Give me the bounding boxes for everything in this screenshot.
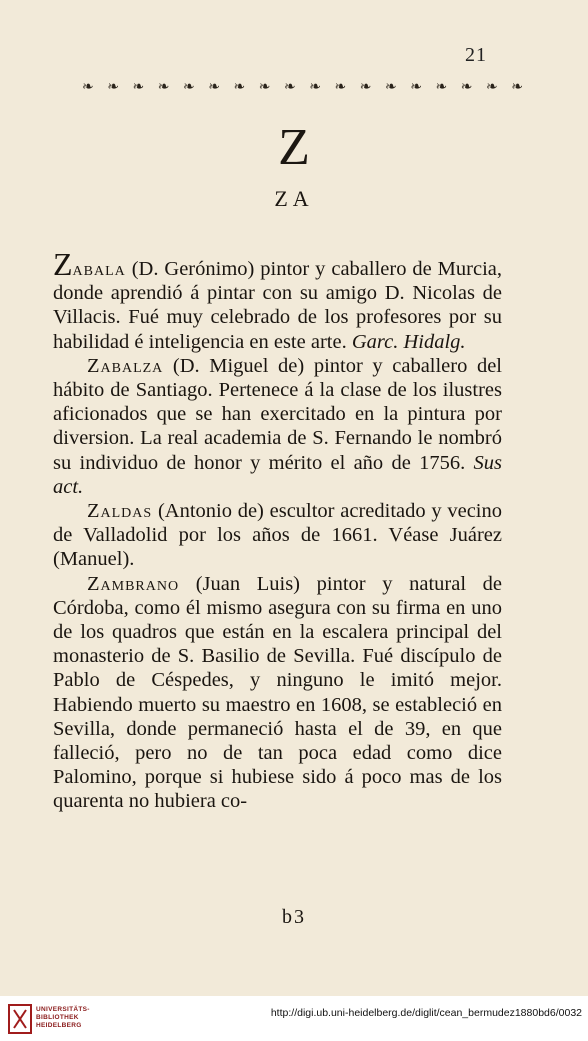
entry-name: Zabalza xyxy=(87,354,164,377)
ornamental-rule xyxy=(82,77,522,97)
entry-reference: Garc. Hidalg. xyxy=(351,330,466,353)
ornament-glyph: ❧ xyxy=(183,79,194,95)
ornament-glyph: ❧ xyxy=(208,79,219,95)
entry-body: (Juan Luis) pintor y natural de Córdoba, como él mismo asegura con su firma en uno de los quadros que están en la escalera principal del monasterio de S. Basilio de Sevilla. Fué discípulo de Pablo de Céspedes, y ninguno le imitó mejor. Habiendo muerto su maestro en 1608, se estableció en Sevilla, donde permaneció hasta el de 39, en que falleció, pero no de tan poca edad como dice Palomino, porque si hubiese sido á poco mas de los quarenta no hubiera co- xyxy=(53,572,502,813)
ornament-glyph: ❧ xyxy=(460,79,472,95)
library-logo-icon xyxy=(8,1004,32,1034)
ornament-glyph: ❧ xyxy=(511,79,522,95)
entry-body: (Antonio de) escultor acreditado y vecino de Valladolid por los años de 1661. Véase Juárez (Manuel). xyxy=(53,500,502,571)
institution-name xyxy=(36,1006,90,1030)
ornament-glyph: ❧ xyxy=(284,79,295,95)
entry-zabalza xyxy=(53,354,502,499)
entry-name: Zambrano xyxy=(87,572,180,595)
body-text xyxy=(53,246,502,814)
entry-body: (D. Gerónimo) pintor y caballero de Murcia, donde aprendió á pintar con su amigo D. Nicolas de Villacis. Fué muy celebrado de los profesores por su habilidad é inteligencia en este arte. xyxy=(53,258,502,353)
ornament-glyph: ❧ xyxy=(233,79,245,95)
ornament-glyph: ❧ xyxy=(309,79,320,95)
entry-name: Zaldas xyxy=(87,500,153,523)
entry-zabala xyxy=(53,246,502,354)
page-number: 21 xyxy=(465,44,487,66)
entry-name: abala xyxy=(72,258,126,280)
drop-cap: Z xyxy=(53,246,73,282)
source-url-link[interactable]: http://digi.ub.uni-heidelberg.de/diglit/cean_bermudez1880bd6/0032 xyxy=(270,1007,582,1019)
ornament-glyph: ❧ xyxy=(486,79,497,95)
ornament-glyph: ❧ xyxy=(258,79,270,95)
institution-line: BIBLIOTHEK xyxy=(36,1014,79,1021)
ornament-glyph: ❧ xyxy=(410,79,421,95)
ornament-glyph: ❧ xyxy=(385,79,396,95)
entry-reference: Sus act. xyxy=(53,451,502,498)
entry-zaldas xyxy=(53,499,502,572)
ornament-glyph: ❧ xyxy=(107,79,118,95)
entry-zambrano xyxy=(53,572,502,814)
ornament-glyph: ❧ xyxy=(157,79,169,95)
institution-line: HEIDELBERG xyxy=(36,1022,82,1029)
ornament-glyph: ❧ xyxy=(435,79,447,95)
ornament-glyph: ❧ xyxy=(334,79,346,95)
section-heading: ZA xyxy=(274,186,314,211)
ornament-glyph: ❧ xyxy=(132,79,144,95)
institution-line: UNIVERSITÄTS- xyxy=(36,1006,90,1013)
ornament-glyph: ❧ xyxy=(359,79,371,95)
ornament-glyph: ❧ xyxy=(82,79,93,95)
entry-body: (D. Miguel de) pintor y caballero del hábito de Santiago. Pertenece á la clase de los ilustres aficionados que se han exercitado en la pintura por diversion. La real academia de S. Fernando le nombró su individuo de honor y mérito el año de 1756. xyxy=(53,354,502,474)
signature-mark: b3 xyxy=(282,906,306,928)
chapter-letter: Z xyxy=(278,119,310,176)
